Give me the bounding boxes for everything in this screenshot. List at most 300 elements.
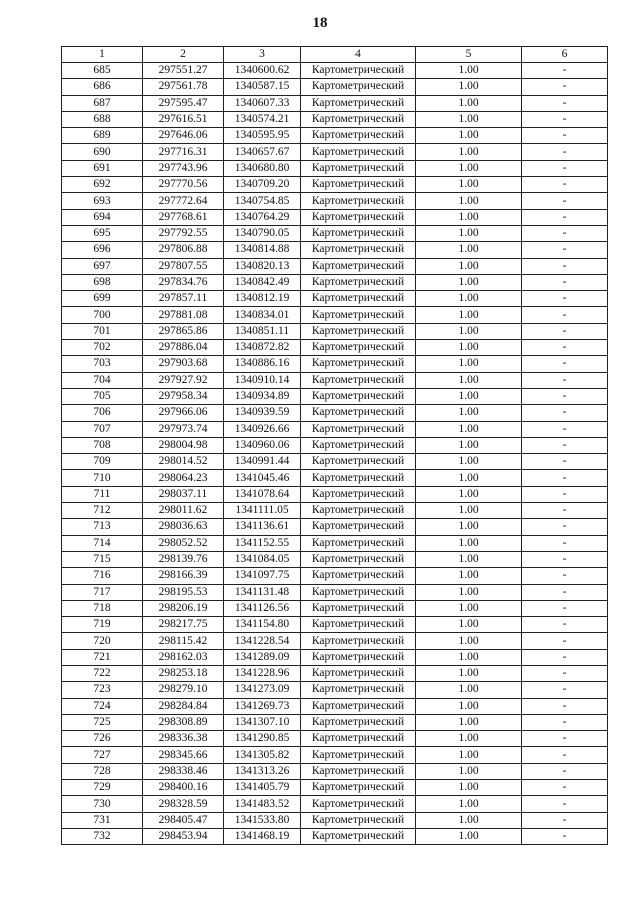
method-cell: Картометрический	[301, 291, 416, 307]
method-cell: Картометрический	[301, 388, 416, 404]
description-cell: -	[522, 177, 608, 193]
description-cell: -	[522, 519, 608, 535]
method-cell: Картометрический	[301, 209, 416, 225]
x-coordinate-cell: 297616.51	[143, 111, 224, 127]
method-cell: Картометрический	[301, 225, 416, 241]
point-number-cell: 729	[62, 780, 143, 796]
accuracy-cell: 1.00	[416, 144, 522, 160]
accuracy-cell: 1.00	[416, 600, 522, 616]
method-cell: Картометрический	[301, 486, 416, 502]
y-coordinate-cell: 1340872.82	[224, 340, 301, 356]
x-coordinate-cell: 297743.96	[143, 160, 224, 176]
table-row	[62, 177, 608, 193]
description-cell: -	[522, 258, 608, 274]
description-cell: -	[522, 421, 608, 437]
accuracy-cell: 1.00	[416, 470, 522, 486]
y-coordinate-cell: 1340842.49	[224, 274, 301, 290]
x-coordinate-cell: 298405.47	[143, 812, 224, 828]
table-row	[62, 519, 608, 535]
column-header-3: 3	[224, 47, 301, 63]
y-coordinate-cell: 1341097.75	[224, 568, 301, 584]
x-coordinate-cell: 298284.84	[143, 698, 224, 714]
table-row	[62, 128, 608, 144]
accuracy-cell: 1.00	[416, 584, 522, 600]
x-coordinate-cell: 298345.66	[143, 747, 224, 763]
table-row	[62, 665, 608, 681]
method-cell: Картометрический	[301, 160, 416, 176]
method-cell: Картометрический	[301, 307, 416, 323]
x-coordinate-cell: 297551.27	[143, 63, 224, 79]
x-coordinate-cell: 298162.03	[143, 649, 224, 665]
description-cell: -	[522, 291, 608, 307]
accuracy-cell: 1.00	[416, 828, 522, 844]
description-cell: -	[522, 144, 608, 160]
x-coordinate-cell: 297881.08	[143, 307, 224, 323]
description-cell: -	[522, 551, 608, 567]
table-row	[62, 600, 608, 616]
x-coordinate-cell: 297927.92	[143, 372, 224, 388]
point-number-cell: 722	[62, 665, 143, 681]
x-coordinate-cell: 297716.31	[143, 144, 224, 160]
y-coordinate-cell: 1341483.52	[224, 796, 301, 812]
method-cell: Картометрический	[301, 796, 416, 812]
method-cell: Картометрический	[301, 828, 416, 844]
method-cell: Картометрический	[301, 356, 416, 372]
column-header-2: 2	[143, 47, 224, 63]
accuracy-cell: 1.00	[416, 372, 522, 388]
description-cell: -	[522, 405, 608, 421]
x-coordinate-cell: 298037.11	[143, 486, 224, 502]
point-number-cell: 695	[62, 225, 143, 241]
table-row	[62, 160, 608, 176]
description-cell: -	[522, 649, 608, 665]
y-coordinate-cell: 1341126.56	[224, 600, 301, 616]
accuracy-cell: 1.00	[416, 812, 522, 828]
accuracy-cell: 1.00	[416, 388, 522, 404]
y-coordinate-cell: 1341152.55	[224, 535, 301, 551]
description-cell: -	[522, 193, 608, 209]
description-cell: -	[522, 682, 608, 698]
x-coordinate-cell: 297646.06	[143, 128, 224, 144]
description-cell: -	[522, 209, 608, 225]
y-coordinate-cell: 1340960.06	[224, 437, 301, 453]
point-number-cell: 715	[62, 551, 143, 567]
table-row	[62, 291, 608, 307]
y-coordinate-cell: 1341273.09	[224, 682, 301, 698]
accuracy-cell: 1.00	[416, 258, 522, 274]
description-cell: -	[522, 128, 608, 144]
accuracy-cell: 1.00	[416, 682, 522, 698]
y-coordinate-cell: 1341290.85	[224, 731, 301, 747]
description-cell: -	[522, 242, 608, 258]
description-cell: -	[522, 356, 608, 372]
method-cell: Картометрический	[301, 242, 416, 258]
page-number: 18	[312, 15, 328, 31]
y-coordinate-cell: 1341269.73	[224, 698, 301, 714]
point-number-cell: 727	[62, 747, 143, 763]
header-row	[62, 47, 608, 63]
accuracy-cell: 1.00	[416, 568, 522, 584]
method-cell: Картометрический	[301, 519, 416, 535]
x-coordinate-cell: 297792.55	[143, 225, 224, 241]
y-coordinate-cell: 1341131.48	[224, 584, 301, 600]
table-row	[62, 242, 608, 258]
accuracy-cell: 1.00	[416, 225, 522, 241]
table-row	[62, 437, 608, 453]
table-row	[62, 111, 608, 127]
accuracy-cell: 1.00	[416, 551, 522, 567]
y-coordinate-cell: 1340991.44	[224, 454, 301, 470]
table-row	[62, 633, 608, 649]
table-body	[62, 63, 608, 845]
accuracy-cell: 1.00	[416, 649, 522, 665]
accuracy-cell: 1.00	[416, 503, 522, 519]
point-number-cell: 712	[62, 503, 143, 519]
y-coordinate-cell: 1341228.96	[224, 665, 301, 681]
x-coordinate-cell: 297772.64	[143, 193, 224, 209]
x-coordinate-cell: 298166.39	[143, 568, 224, 584]
method-cell: Картометрический	[301, 714, 416, 730]
method-cell: Картометрический	[301, 551, 416, 567]
description-cell: -	[522, 665, 608, 681]
table-row	[62, 796, 608, 812]
point-number-cell: 726	[62, 731, 143, 747]
y-coordinate-cell: 1341313.26	[224, 763, 301, 779]
y-coordinate-cell: 1341228.54	[224, 633, 301, 649]
x-coordinate-cell: 298279.10	[143, 682, 224, 698]
description-cell: -	[522, 714, 608, 730]
accuracy-cell: 1.00	[416, 128, 522, 144]
accuracy-cell: 1.00	[416, 307, 522, 323]
method-cell: Картометрический	[301, 812, 416, 828]
table-row	[62, 340, 608, 356]
y-coordinate-cell: 1341307.10	[224, 714, 301, 730]
point-number-cell: 706	[62, 405, 143, 421]
point-number-cell: 718	[62, 600, 143, 616]
method-cell: Картометрический	[301, 617, 416, 633]
table-row	[62, 388, 608, 404]
table-row	[62, 812, 608, 828]
table-row	[62, 682, 608, 698]
accuracy-cell: 1.00	[416, 535, 522, 551]
table-row	[62, 95, 608, 111]
table-row	[62, 372, 608, 388]
table-row	[62, 828, 608, 844]
x-coordinate-cell: 298308.89	[143, 714, 224, 730]
point-number-cell: 708	[62, 437, 143, 453]
point-number-cell: 721	[62, 649, 143, 665]
table-row	[62, 79, 608, 95]
table-row	[62, 356, 608, 372]
table-row	[62, 503, 608, 519]
accuracy-cell: 1.00	[416, 177, 522, 193]
y-coordinate-cell: 1340709.20	[224, 177, 301, 193]
x-coordinate-cell: 297768.61	[143, 209, 224, 225]
column-header-6: 6	[522, 47, 608, 63]
table-row	[62, 225, 608, 241]
method-cell: Картометрический	[301, 111, 416, 127]
description-cell: -	[522, 79, 608, 95]
y-coordinate-cell: 1341533.80	[224, 812, 301, 828]
point-number-cell: 700	[62, 307, 143, 323]
method-cell: Картометрический	[301, 470, 416, 486]
table-row	[62, 258, 608, 274]
method-cell: Картометрический	[301, 144, 416, 160]
point-number-cell: 716	[62, 568, 143, 584]
table-header	[62, 47, 608, 63]
x-coordinate-cell: 297958.34	[143, 388, 224, 404]
table-row	[62, 421, 608, 437]
y-coordinate-cell: 1341136.61	[224, 519, 301, 535]
table-row	[62, 144, 608, 160]
y-coordinate-cell: 1340680.80	[224, 160, 301, 176]
point-number-cell: 691	[62, 160, 143, 176]
table-row	[62, 274, 608, 290]
table-row	[62, 780, 608, 796]
table-row	[62, 63, 608, 79]
point-number-cell: 698	[62, 274, 143, 290]
method-cell: Картометрический	[301, 372, 416, 388]
method-cell: Картометрический	[301, 454, 416, 470]
y-coordinate-cell: 1340939.59	[224, 405, 301, 421]
description-cell: -	[522, 470, 608, 486]
method-cell: Картометрический	[301, 584, 416, 600]
y-coordinate-cell: 1341405.79	[224, 780, 301, 796]
accuracy-cell: 1.00	[416, 160, 522, 176]
y-coordinate-cell: 1341305.82	[224, 747, 301, 763]
accuracy-cell: 1.00	[416, 747, 522, 763]
accuracy-cell: 1.00	[416, 796, 522, 812]
accuracy-cell: 1.00	[416, 209, 522, 225]
point-number-cell: 704	[62, 372, 143, 388]
accuracy-cell: 1.00	[416, 698, 522, 714]
method-cell: Картометрический	[301, 421, 416, 437]
x-coordinate-cell: 298328.59	[143, 796, 224, 812]
x-coordinate-cell: 298338.46	[143, 763, 224, 779]
accuracy-cell: 1.00	[416, 714, 522, 730]
method-cell: Картометрический	[301, 747, 416, 763]
y-coordinate-cell: 1340926.66	[224, 421, 301, 437]
y-coordinate-cell: 1340851.11	[224, 323, 301, 339]
x-coordinate-cell: 297857.11	[143, 291, 224, 307]
point-number-cell: 731	[62, 812, 143, 828]
method-cell: Картометрический	[301, 63, 416, 79]
accuracy-cell: 1.00	[416, 95, 522, 111]
description-cell: -	[522, 111, 608, 127]
point-number-cell: 685	[62, 63, 143, 79]
y-coordinate-cell: 1340834.01	[224, 307, 301, 323]
table-row	[62, 551, 608, 567]
column-header-4: 4	[301, 47, 416, 63]
point-number-cell: 728	[62, 763, 143, 779]
description-cell: -	[522, 486, 608, 502]
y-coordinate-cell: 1341111.05	[224, 503, 301, 519]
x-coordinate-cell: 298011.62	[143, 503, 224, 519]
description-cell: -	[522, 225, 608, 241]
y-coordinate-cell: 1341468.19	[224, 828, 301, 844]
method-cell: Картометрический	[301, 258, 416, 274]
description-cell: -	[522, 274, 608, 290]
table-row	[62, 731, 608, 747]
point-number-cell: 711	[62, 486, 143, 502]
table-row	[62, 193, 608, 209]
description-cell: -	[522, 600, 608, 616]
method-cell: Картометрический	[301, 340, 416, 356]
table-row	[62, 747, 608, 763]
accuracy-cell: 1.00	[416, 486, 522, 502]
x-coordinate-cell: 298453.94	[143, 828, 224, 844]
point-number-cell: 687	[62, 95, 143, 111]
point-number-cell: 719	[62, 617, 143, 633]
point-number-cell: 701	[62, 323, 143, 339]
point-number-cell: 694	[62, 209, 143, 225]
method-cell: Картометрический	[301, 698, 416, 714]
description-cell: -	[522, 340, 608, 356]
description-cell: -	[522, 95, 608, 111]
x-coordinate-cell: 297595.47	[143, 95, 224, 111]
point-number-cell: 693	[62, 193, 143, 209]
x-coordinate-cell: 298036.63	[143, 519, 224, 535]
description-cell: -	[522, 160, 608, 176]
accuracy-cell: 1.00	[416, 633, 522, 649]
description-cell: -	[522, 503, 608, 519]
table-row	[62, 470, 608, 486]
accuracy-cell: 1.00	[416, 454, 522, 470]
description-cell: -	[522, 633, 608, 649]
method-cell: Картометрический	[301, 503, 416, 519]
method-cell: Картометрический	[301, 780, 416, 796]
table-row	[62, 307, 608, 323]
method-cell: Картометрический	[301, 763, 416, 779]
method-cell: Картометрический	[301, 600, 416, 616]
point-number-cell: 713	[62, 519, 143, 535]
coordinates-table	[61, 46, 608, 845]
x-coordinate-cell: 297806.88	[143, 242, 224, 258]
method-cell: Картометрический	[301, 128, 416, 144]
accuracy-cell: 1.00	[416, 63, 522, 79]
x-coordinate-cell: 297770.56	[143, 177, 224, 193]
y-coordinate-cell: 1340600.62	[224, 63, 301, 79]
table-row	[62, 763, 608, 779]
x-coordinate-cell: 298400.16	[143, 780, 224, 796]
column-header-1: 1	[62, 47, 143, 63]
method-cell: Картометрический	[301, 79, 416, 95]
accuracy-cell: 1.00	[416, 519, 522, 535]
description-cell: -	[522, 454, 608, 470]
description-cell: -	[522, 796, 608, 812]
table-row	[62, 714, 608, 730]
method-cell: Картометрический	[301, 437, 416, 453]
point-number-cell: 709	[62, 454, 143, 470]
table-row	[62, 405, 608, 421]
x-coordinate-cell: 297886.04	[143, 340, 224, 356]
y-coordinate-cell: 1340574.21	[224, 111, 301, 127]
accuracy-cell: 1.00	[416, 421, 522, 437]
accuracy-cell: 1.00	[416, 763, 522, 779]
method-cell: Картометрический	[301, 731, 416, 747]
method-cell: Картометрический	[301, 274, 416, 290]
accuracy-cell: 1.00	[416, 780, 522, 796]
point-number-cell: 699	[62, 291, 143, 307]
accuracy-cell: 1.00	[416, 340, 522, 356]
accuracy-cell: 1.00	[416, 405, 522, 421]
accuracy-cell: 1.00	[416, 731, 522, 747]
accuracy-cell: 1.00	[416, 111, 522, 127]
accuracy-cell: 1.00	[416, 356, 522, 372]
point-number-cell: 714	[62, 535, 143, 551]
description-cell: -	[522, 731, 608, 747]
x-coordinate-cell: 297973.74	[143, 421, 224, 437]
accuracy-cell: 1.00	[416, 323, 522, 339]
point-number-cell: 730	[62, 796, 143, 812]
point-number-cell: 723	[62, 682, 143, 698]
accuracy-cell: 1.00	[416, 242, 522, 258]
point-number-cell: 725	[62, 714, 143, 730]
method-cell: Картометрический	[301, 633, 416, 649]
y-coordinate-cell: 1340595.95	[224, 128, 301, 144]
accuracy-cell: 1.00	[416, 617, 522, 633]
table-row	[62, 323, 608, 339]
table-row	[62, 698, 608, 714]
point-number-cell: 717	[62, 584, 143, 600]
point-number-cell: 697	[62, 258, 143, 274]
x-coordinate-cell: 298139.76	[143, 551, 224, 567]
y-coordinate-cell: 1340754.85	[224, 193, 301, 209]
method-cell: Картометрический	[301, 665, 416, 681]
point-number-cell: 710	[62, 470, 143, 486]
x-coordinate-cell: 298206.19	[143, 600, 224, 616]
x-coordinate-cell: 297561.78	[143, 79, 224, 95]
method-cell: Картометрический	[301, 682, 416, 698]
table-row	[62, 617, 608, 633]
description-cell: -	[522, 698, 608, 714]
description-cell: -	[522, 568, 608, 584]
point-number-cell: 705	[62, 388, 143, 404]
point-number-cell: 720	[62, 633, 143, 649]
point-number-cell: 688	[62, 111, 143, 127]
point-number-cell: 686	[62, 79, 143, 95]
description-cell: -	[522, 828, 608, 844]
method-cell: Картометрический	[301, 535, 416, 551]
accuracy-cell: 1.00	[416, 437, 522, 453]
x-coordinate-cell: 298195.53	[143, 584, 224, 600]
description-cell: -	[522, 617, 608, 633]
x-coordinate-cell: 298014.52	[143, 454, 224, 470]
description-cell: -	[522, 323, 608, 339]
method-cell: Картометрический	[301, 177, 416, 193]
accuracy-cell: 1.00	[416, 665, 522, 681]
y-coordinate-cell: 1341154.80	[224, 617, 301, 633]
table-row	[62, 209, 608, 225]
y-coordinate-cell: 1340910.14	[224, 372, 301, 388]
y-coordinate-cell: 1340814.88	[224, 242, 301, 258]
x-coordinate-cell: 298115.42	[143, 633, 224, 649]
point-number-cell: 732	[62, 828, 143, 844]
column-header-5: 5	[416, 47, 522, 63]
method-cell: Картометрический	[301, 405, 416, 421]
description-cell: -	[522, 812, 608, 828]
description-cell: -	[522, 307, 608, 323]
y-coordinate-cell: 1340764.29	[224, 209, 301, 225]
description-cell: -	[522, 584, 608, 600]
description-cell: -	[522, 535, 608, 551]
accuracy-cell: 1.00	[416, 193, 522, 209]
table-row	[62, 454, 608, 470]
method-cell: Картометрический	[301, 649, 416, 665]
x-coordinate-cell: 298336.38	[143, 731, 224, 747]
y-coordinate-cell: 1340820.13	[224, 258, 301, 274]
description-cell: -	[522, 372, 608, 388]
